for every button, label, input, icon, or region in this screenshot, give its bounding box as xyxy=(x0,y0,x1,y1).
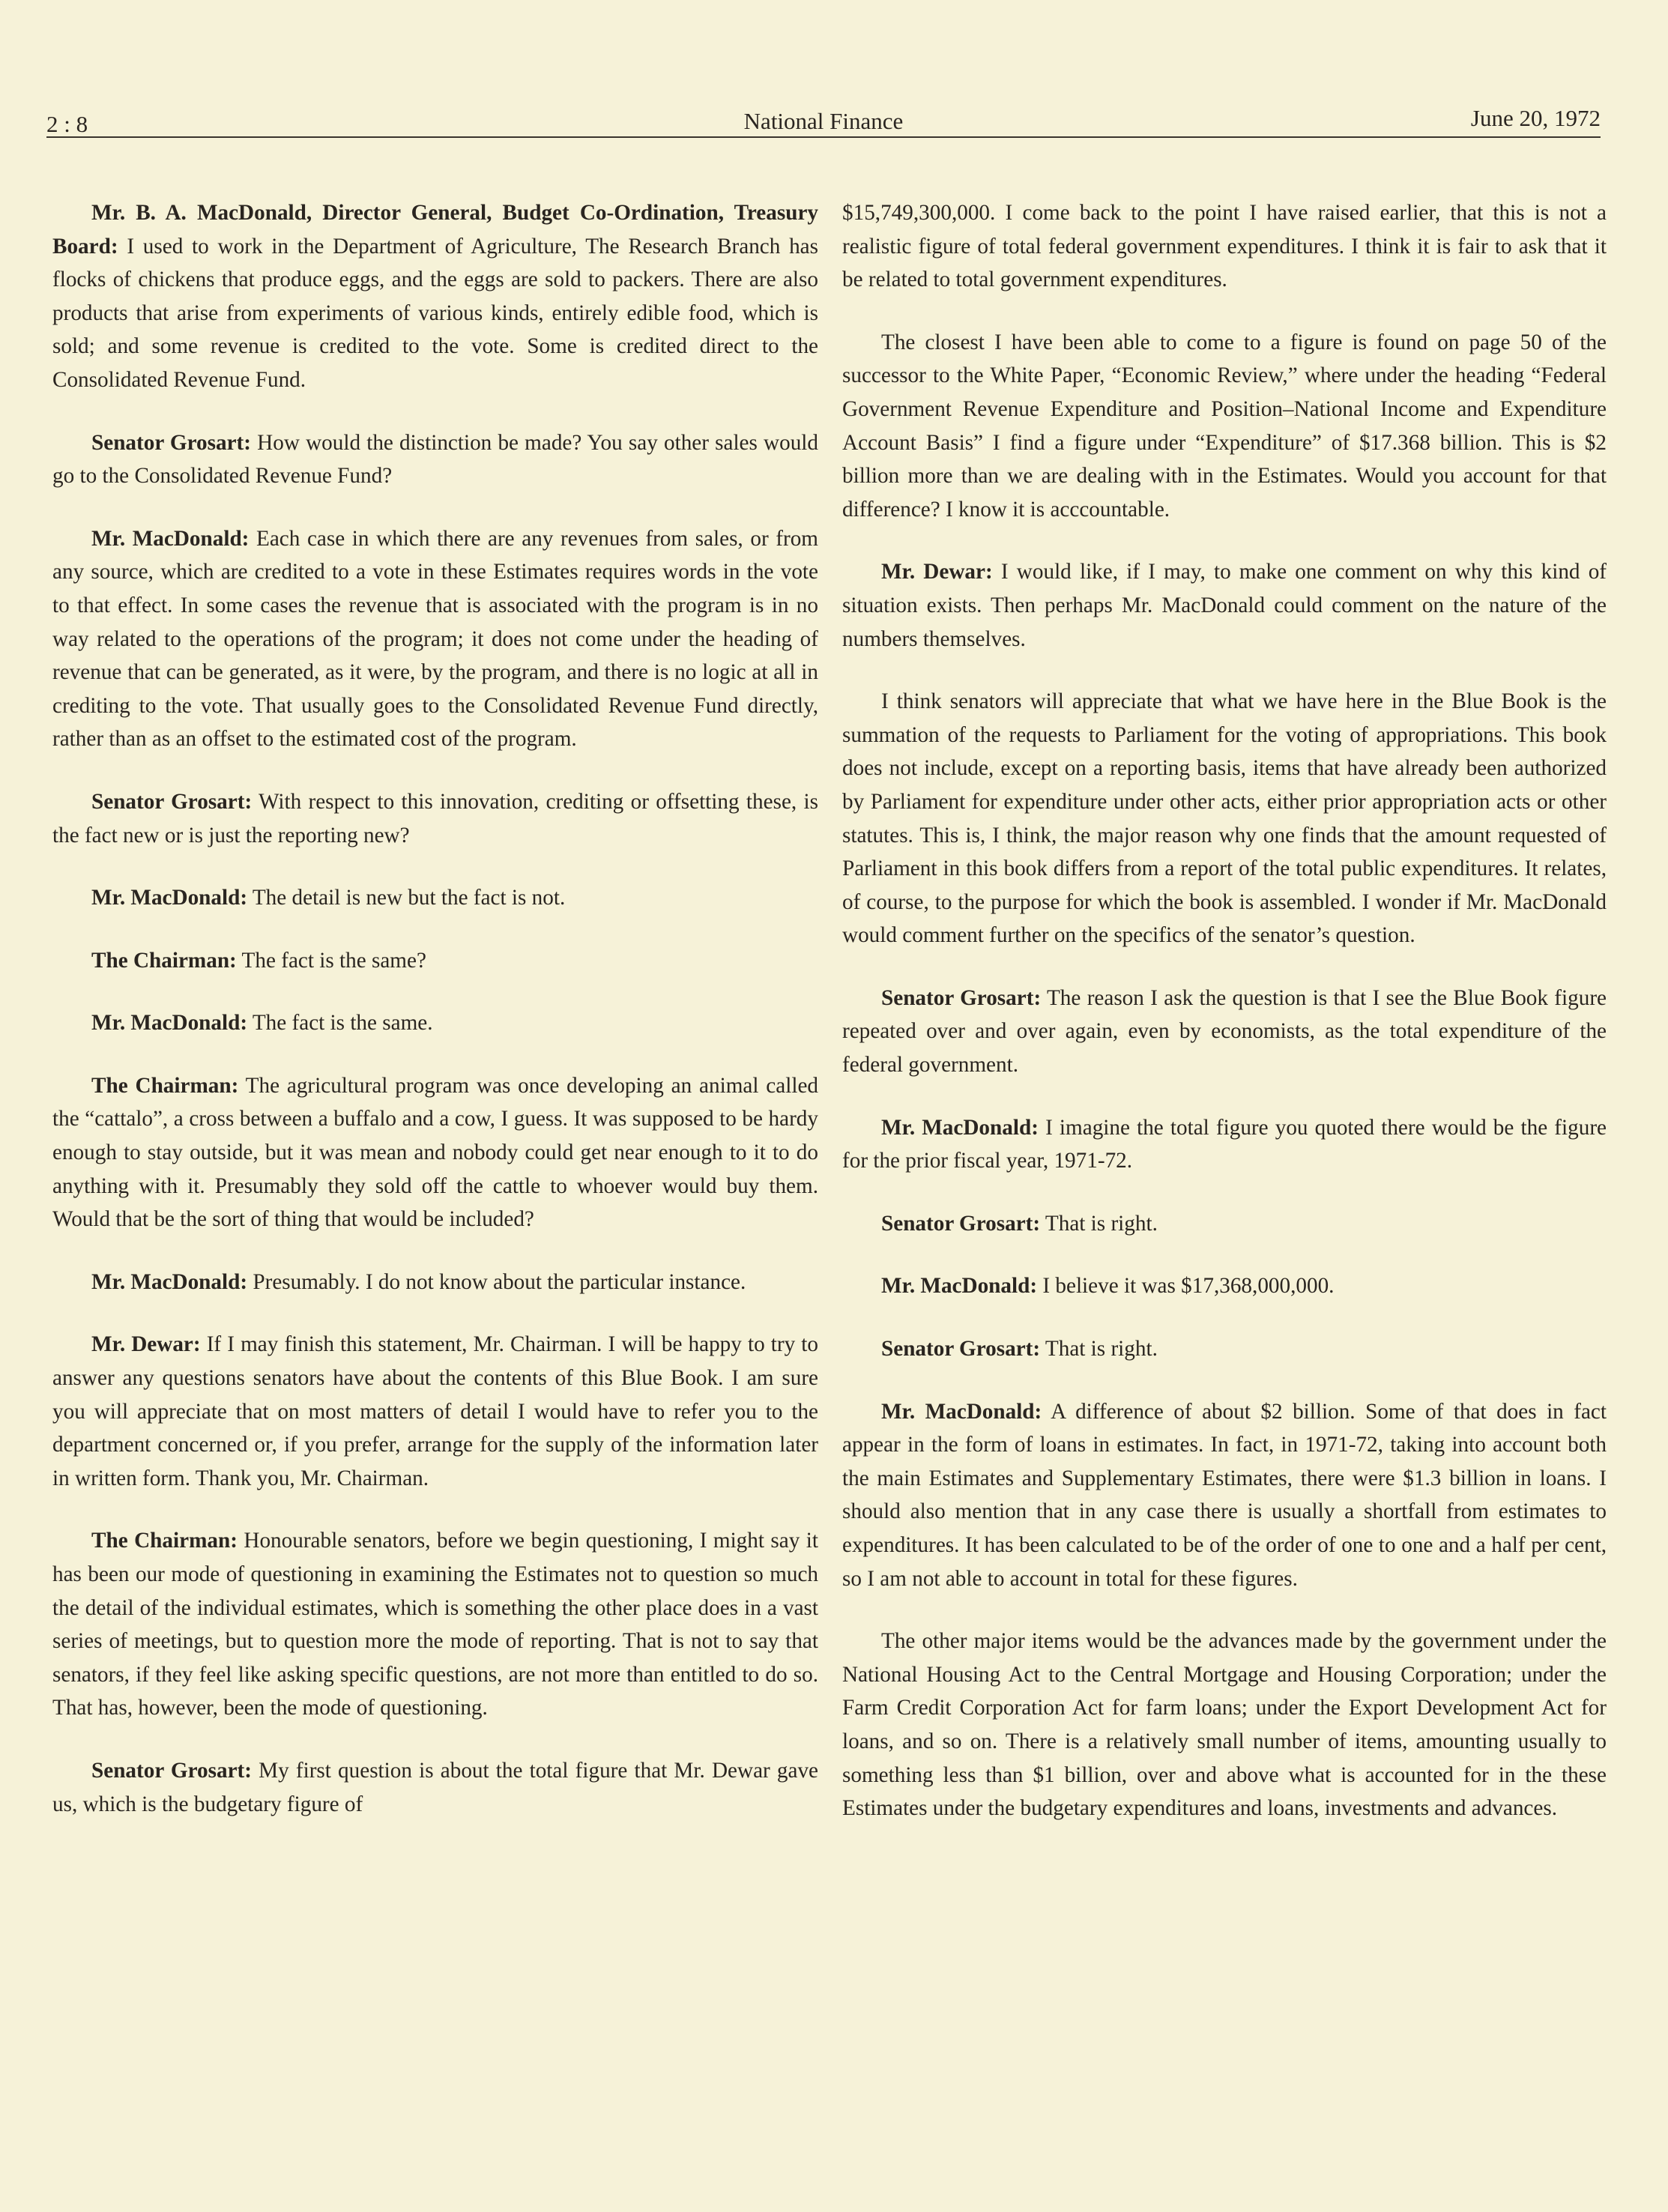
paragraph xyxy=(842,1332,1607,1366)
issue-date: June 20, 1972 xyxy=(1470,105,1601,131)
speaker: Senator Grosart: xyxy=(881,1337,1041,1362)
speech-text: That is right. xyxy=(1040,1337,1158,1362)
paragraph xyxy=(842,326,1607,527)
speech-text: The fact is the same. xyxy=(247,1011,433,1036)
paragraph xyxy=(52,1006,818,1040)
paragraph xyxy=(52,881,818,915)
speech-text: A difference of about $2 billion. Some of that does in fact appear in the form of loans in estimates. In fact, in 1971-72, taking into account both the main Estimates and Supplementary Estimates, there were $1.3 billion in loans. I should also mention that in any case there is usually a shortfall from estimates to expenditures. It has been calculated to be of the order of one to one and a half per cent, so I am not able to account in total for these figures. xyxy=(842,1399,1607,1591)
speech-text: Presumably. I do not know about the particular instance. xyxy=(247,1269,746,1294)
paragraph xyxy=(52,1266,818,1299)
speaker: Mr. Dewar: xyxy=(881,560,993,584)
paragraph xyxy=(52,1754,818,1821)
speech-text: The reason I ask the question is that I see the Blue Book figure repeated over and over again, even by economists, as the total expenditure of the federal government. xyxy=(842,985,1607,1078)
paragraph xyxy=(52,196,818,397)
speech-text: I used to work in the Department of Agriculture, The Research Branch has flocks of chickens that produce eggs, and the eggs are sold to packers. There are also products that arise from experiments of various kinds, entirely edible food, which is sold; and some revenue is credited to the vote. Some is credited direct to the Consolidated Revenue Fund. xyxy=(52,234,818,392)
paragraph xyxy=(52,1328,818,1495)
speech-text: The fact is the same? xyxy=(236,948,426,973)
speaker: Senator Grosart: xyxy=(91,1758,252,1783)
paragraph xyxy=(842,1395,1607,1596)
speaker: Mr. Dewar: xyxy=(91,1332,201,1357)
speech-text: If I may finish this statement, Mr. Chairman. I will be happy to try to answer any questions senators have about the contents of this Blue Book. I am sure you will appreciate that on most matters of detail I would have to refer you to the department concerned or, if you prefer, arrange for the supply of the information later in written form. Thank you, Mr. Chairman. xyxy=(52,1332,818,1490)
speaker: Mr. MacDonald: xyxy=(91,526,250,551)
speech-text: How would the distinction be made? You say other sales would go to the Consolidated Revenue Fund? xyxy=(52,430,818,489)
speaker: Mr. MacDonald: xyxy=(91,1011,248,1036)
paragraph xyxy=(842,1269,1607,1303)
speaker: The Chairman: xyxy=(91,1529,238,1553)
speaker: Senator Grosart: xyxy=(91,789,253,814)
paragraph xyxy=(52,522,818,756)
paragraph xyxy=(842,685,1607,952)
speaker: Senator Grosart: xyxy=(91,430,251,455)
speech-text: The detail is new but the fact is not. xyxy=(247,886,566,910)
speaker: Senator Grosart: xyxy=(881,1211,1041,1236)
paragraph xyxy=(842,196,1607,297)
paragraph xyxy=(842,982,1607,1082)
speech-text: That is right. xyxy=(1040,1211,1158,1236)
paragraph xyxy=(842,1111,1607,1178)
speech-text: With respect to this innovation, crediting or offsetting these, is the fact new or is just the reporting new? xyxy=(52,789,818,847)
speaker: Mr. MacDonald: xyxy=(881,1115,1039,1140)
speech-text: Each case in which there are any revenues from sales, or from any source, which are credited to a vote in these Estimates requires words in the vote to that effect. In some cases the revenue that is associated with the program is in no way related to the operations of the program; it does not come under the heading of revenue that can be generated, as it were, by the program, and there is no logic at all in crediting to the vote. That usually goes to the Consolidated Revenue Fund directly, rather than as an offset to the estimated cost of the program. xyxy=(52,526,819,752)
speech-text: I imagine the total figure you quoted there would be the figure for the prior fiscal year, 1971-72. xyxy=(842,1115,1607,1173)
paragraph xyxy=(842,555,1607,656)
speech-text: $15,749,300,000. I come back to the point I have raised earlier, that this is not a realistic figure of total federal government expenditures. I think it is fair to ask that it be related to total government expenditures. xyxy=(842,201,1607,292)
speaker: Mr. MacDonald: xyxy=(91,886,248,910)
speaker: Mr. MacDonald: xyxy=(91,1269,248,1294)
speech-text: I would like, if I may, to make one comment on why this kind of situation exists. Then perhaps Mr. MacDonald could comment on the nature of the numbers themselves. xyxy=(842,560,1607,651)
paragraph xyxy=(52,426,818,493)
paragraph xyxy=(52,1524,818,1725)
paragraph xyxy=(52,785,818,852)
running-header xyxy=(46,105,1601,138)
speaker: Mr. MacDonald: xyxy=(881,1399,1042,1424)
paragraph xyxy=(52,944,818,978)
left-column xyxy=(52,196,818,1850)
publication-title: National Finance xyxy=(743,108,904,134)
speech-text: I believe it was $17,368,000,000. xyxy=(1037,1274,1335,1299)
speaker: The Chairman: xyxy=(91,948,237,973)
speech-text: The closest I have been able to come to a figure is found on page 50 of the successor to the White Paper, “Economic Review,” where under the heading “Federal Government Revenue Expenditure and Position–National Income and Expenditure Account Basis” I find a figure under “Expenditure” of $17.368 billion. This is $2 billion more than we are dealing with in the Estimates. Would you account for that difference? I know it is acccountable. xyxy=(842,330,1607,522)
speech-text: My first question is about the total figure that Mr. Dewar gave us, which is the budgetary figure of xyxy=(52,1758,819,1816)
speaker: Mr. B. A. MacDonald, Director General, Budget Co-Ordination, Treasury Board: xyxy=(52,201,818,259)
paragraph xyxy=(842,1207,1607,1241)
paragraph xyxy=(842,1625,1607,1825)
speaker: Mr. MacDonald: xyxy=(881,1274,1038,1299)
speech-text: Honourable senators, before we begin questioning, I might say it has been our mode of questioning in examining the Estimates not to question so much the detail of the individual estimates, which is something the other place does in a vast series of meetings, but to question more the mode of reporting. That is not to say that senators, if they feel like asking specific questions, are not more than entitled to do so. That has, however, been the mode of questioning. xyxy=(52,1529,818,1720)
speaker: Senator Grosart: xyxy=(881,985,1042,1010)
speech-text: I think senators will appreciate that what we have here in the Blue Book is the summation of the requests to Parliament for the voting of appropriations. This book does not include, except on a reporting basis, items that have already been authorized by Parliament for expenditure under other acts, either prior appropriation acts or other statutes. This is, I think, the major reason why one finds that the amount requested of Parliament in this book differs from a report of the total public expenditures. It relates, of course, to the purpose for which the book is assembled. I wonder if Mr. MacDonald would comment further on the specifics of the senator’s question. xyxy=(842,689,1607,948)
speech-text: The agricultural program was once developing an animal called the “cattalo”, a cross between a buffalo and a cow, I guess. It was supposed to be hardy enough to stay outside, but it was mean and nobody could get near enough to it to do anything with it. Presumably they sold off the cattle to whoever would buy them. Would that be the sort of thing that would be included? xyxy=(52,1073,818,1232)
page-folio: 2 : 8 xyxy=(46,111,88,137)
right-column xyxy=(842,196,1607,1855)
header-rule xyxy=(46,136,1601,138)
paragraph xyxy=(52,1069,818,1236)
speech-text: The other major items would be the advances made by the government under the National Housing Act to the Central Mortgage and Housing Corporation; under the Farm Credit Corporation Act for farm loans; under the Export Development Act for loans, and so on. There is a relatively small number of items, amounting usually to something less than $1 billion, over and above what is accounted for in the these Estimates under the budgetary expenditures and loans, investments and advances. xyxy=(842,1629,1607,1821)
speaker: The Chairman: xyxy=(91,1073,239,1098)
